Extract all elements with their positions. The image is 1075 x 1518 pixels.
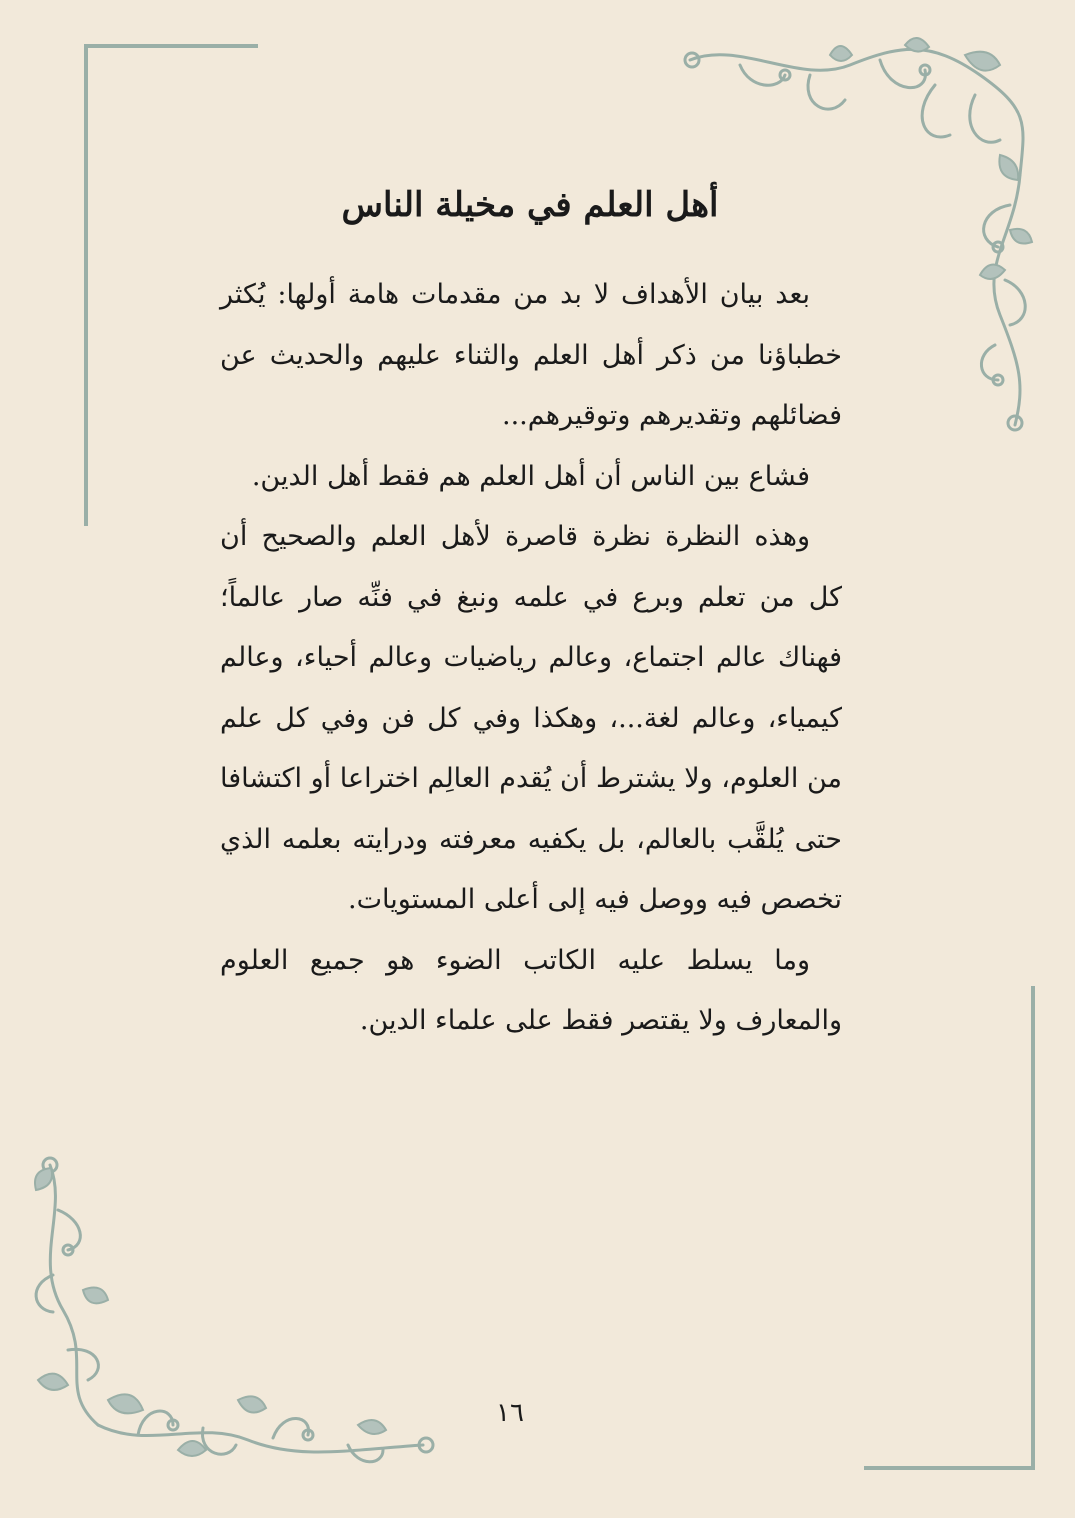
page-number: ١٦ — [496, 1398, 524, 1428]
paragraph-3: وهذه النظرة نظرة قاصرة لأهل العلم والصحيح أن كل من تعلم وبرع في علمه ونبغ في فنِّه صار عالماً؛ فهناك عالم اجتماع، وعالم رياضيات وعالم أحياء، وعالم كيمياء، وعالم لغة...، وهكذا وفي كل فن وفي كل علم من العلوم، ولا يشترط أن يُقدم العالِم اختراعا أو اكتشافا حتى يُلقَّب بالعالم، بل يكفيه معرفته ودرايته بعلمه الذي تخصص فيه ووصل فيه إلى أعلى المستويات. — [220, 521, 842, 915]
paragraph-2: فشاع بين الناس أن أهل العلم هم فقط أهل الدين. — [251, 460, 810, 492]
frame-top-left-vertical — [84, 44, 88, 526]
floral-corner-ornament-bottom-left — [28, 1150, 438, 1480]
frame-bottom-right-horizontal — [864, 1466, 1035, 1470]
paragraph-4: وما يسلط عليه الكاتب الضوء هو جميع العلوم والمعارف ولا يقتصر فقط على علماء الدين. — [220, 944, 842, 1036]
paragraph-1: بعد بيان الأهداف لا بد من مقدمات هامة أولها: يُكثر خطباؤنا من ذكر أهل العلم والثناء عليهم والحديث عن فضائلهم وتقديرهم وتوقيرهم... — [220, 279, 842, 431]
body-text — [220, 265, 842, 1052]
page-title: أهل العلم في مخيلة الناس — [341, 185, 719, 225]
frame-bottom-right-vertical — [1031, 986, 1035, 1470]
frame-top-left-horizontal — [84, 44, 258, 48]
